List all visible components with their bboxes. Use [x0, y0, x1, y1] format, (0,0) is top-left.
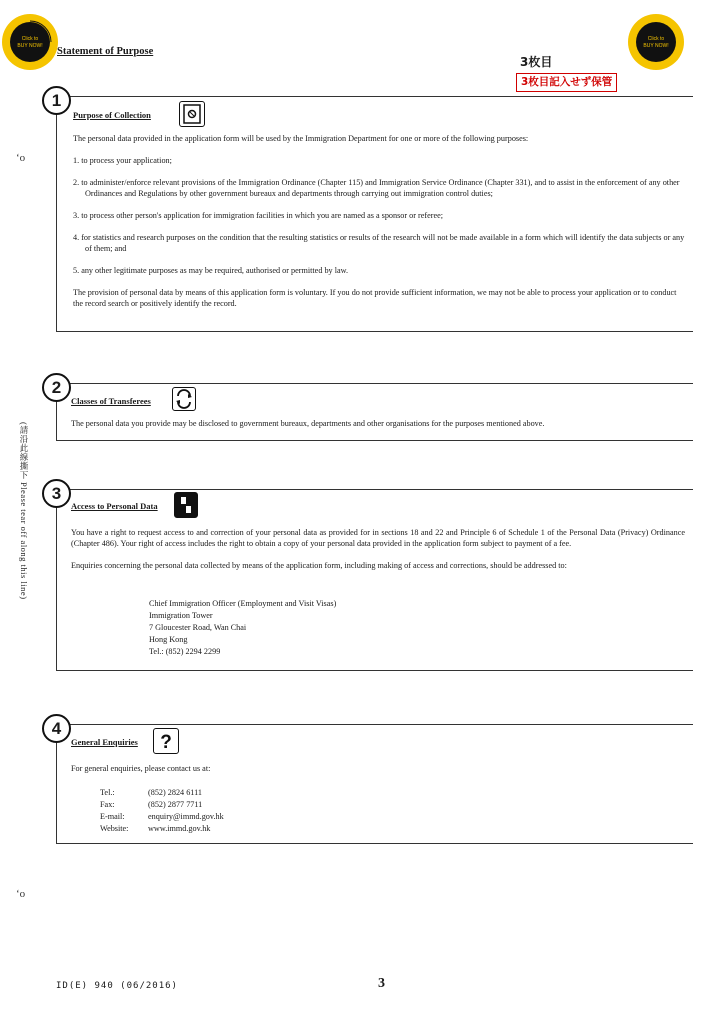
s1-item-2: 2. to administer/enforce relevant provisions of the Immigration Ordinance (Chapter 115) and Immigration Service Ordinance (Chapter 331), and to assist in the enforcement of any other Ordinances and Regulations by other government bureaux and departments through carrying out immigration control duties;	[73, 178, 680, 198]
address-line-5: Tel.: (852) 2294 2299	[149, 647, 221, 656]
contact-row-fax	[100, 799, 224, 811]
svg-text:BUY NOW!: BUY NOW!	[643, 43, 669, 49]
contact-row-website	[100, 823, 224, 835]
section-number-2: 2	[42, 373, 71, 402]
page-number: 3	[378, 976, 385, 991]
contact-label: Fax:	[100, 800, 115, 809]
s1-item-3: 3. to process other person's application for immigration facilities in which you are named as a sponsor or referee;	[73, 211, 444, 220]
page-title: Statement of Purpose	[57, 46, 154, 57]
pdf-xchange-watermark-right[interactable]	[626, 12, 686, 72]
tear-line-text: (請沿此線撕下 Please tear off along this line)	[19, 422, 29, 600]
address-line-3: 7 Gloucester Road, Wan Chai	[149, 623, 247, 632]
svg-text:BUY NOW!: BUY NOW!	[17, 43, 43, 49]
contact-label: E-mail:	[100, 812, 125, 821]
address-line-4: Hong Kong	[149, 635, 188, 644]
address-line-1: Chief Immigration Officer (Employment and Visit Visas)	[149, 599, 337, 608]
contact-value: (852) 2824 6111	[148, 788, 202, 797]
section-title-1: Purpose of Collection	[73, 110, 151, 120]
section-number-1: 1	[42, 86, 71, 115]
contact-value: enquiry@immd.gov.hk	[148, 812, 224, 821]
s1-item-1: 1. to process your application;	[73, 156, 172, 165]
section-number-4: 4	[42, 714, 71, 743]
section-classes-of-transferees	[56, 383, 693, 441]
contact-value: www.immd.gov.hk	[148, 824, 211, 833]
s1-closing: The provision of personal data by means of this application form is voluntary. If you do not provide sufficient information, we may not be able to process your application or to conduct the record search or positively identify the record.	[73, 288, 677, 308]
s3-body: You have a right to request access to and correction of your personal data as provided for in sections 18 and 22 and Principle 6 of Schedule 1 of the Personal Data (Privacy) Ordinance (Chapter 486). Your right of access includes the right to obtain a copy of your personal data provided in the application form subject to payment of a fee.	[71, 528, 685, 548]
svg-text:Click to: Click to	[647, 36, 665, 42]
contact-row-email	[100, 811, 224, 823]
s1-item-5: 5. any other legitimate purposes as may be required, authorised or permitted by law.	[73, 266, 349, 275]
section-title-4: General Enquiries	[71, 737, 138, 747]
pdf-xchange-watermark-left[interactable]	[0, 12, 60, 72]
section-number-3: 3	[42, 479, 71, 508]
s4-intro: For general enquiries, please contact us at:	[71, 764, 211, 773]
scissors-mark-top: ʻo	[16, 152, 26, 164]
section-title-3: Access to Personal Data	[71, 501, 158, 511]
s1-item-4: 4. for statistics and research purposes on the condition that the resulting statistics or results of the research will not be made available in a form which will identify the data subjects or any of them; and	[73, 233, 685, 253]
s1-intro: The personal data provided in the application form will be used by the Immigration Department for one or more of the following purposes:	[73, 134, 529, 143]
s3-enquiries: Enquiries concerning the personal data collected by means of the application form, including making of access and corrections, should be addressed to:	[71, 561, 567, 570]
document-access-icon	[174, 492, 198, 518]
transfer-arrows-icon	[172, 387, 196, 411]
address-line-2: Immigration Tower	[149, 611, 213, 620]
svg-text:?: ?	[160, 732, 172, 753]
scissors-mark-bottom: ʻo	[16, 888, 26, 900]
safe-icon	[179, 101, 205, 127]
section-title-2: Classes of Transferees	[71, 396, 151, 406]
jp-page-label: 3枚目	[520, 55, 553, 69]
question-mark-icon	[153, 728, 179, 754]
contact-row-tel	[100, 787, 224, 799]
contact-label: Tel.:	[100, 788, 115, 797]
s2-body: The personal data you provide may be disclosed to government bureaux, departments and other organisations for the purposes mentioned above.	[71, 419, 545, 428]
contact-value: (852) 2877 7711	[148, 800, 203, 809]
contact-label: Website:	[100, 824, 129, 833]
svg-text:Click to: Click to	[21, 36, 39, 42]
jp-note-box: 3枚目記入せず保管	[516, 73, 617, 92]
form-code: ID(E) 940 (06/2016)	[56, 981, 178, 991]
